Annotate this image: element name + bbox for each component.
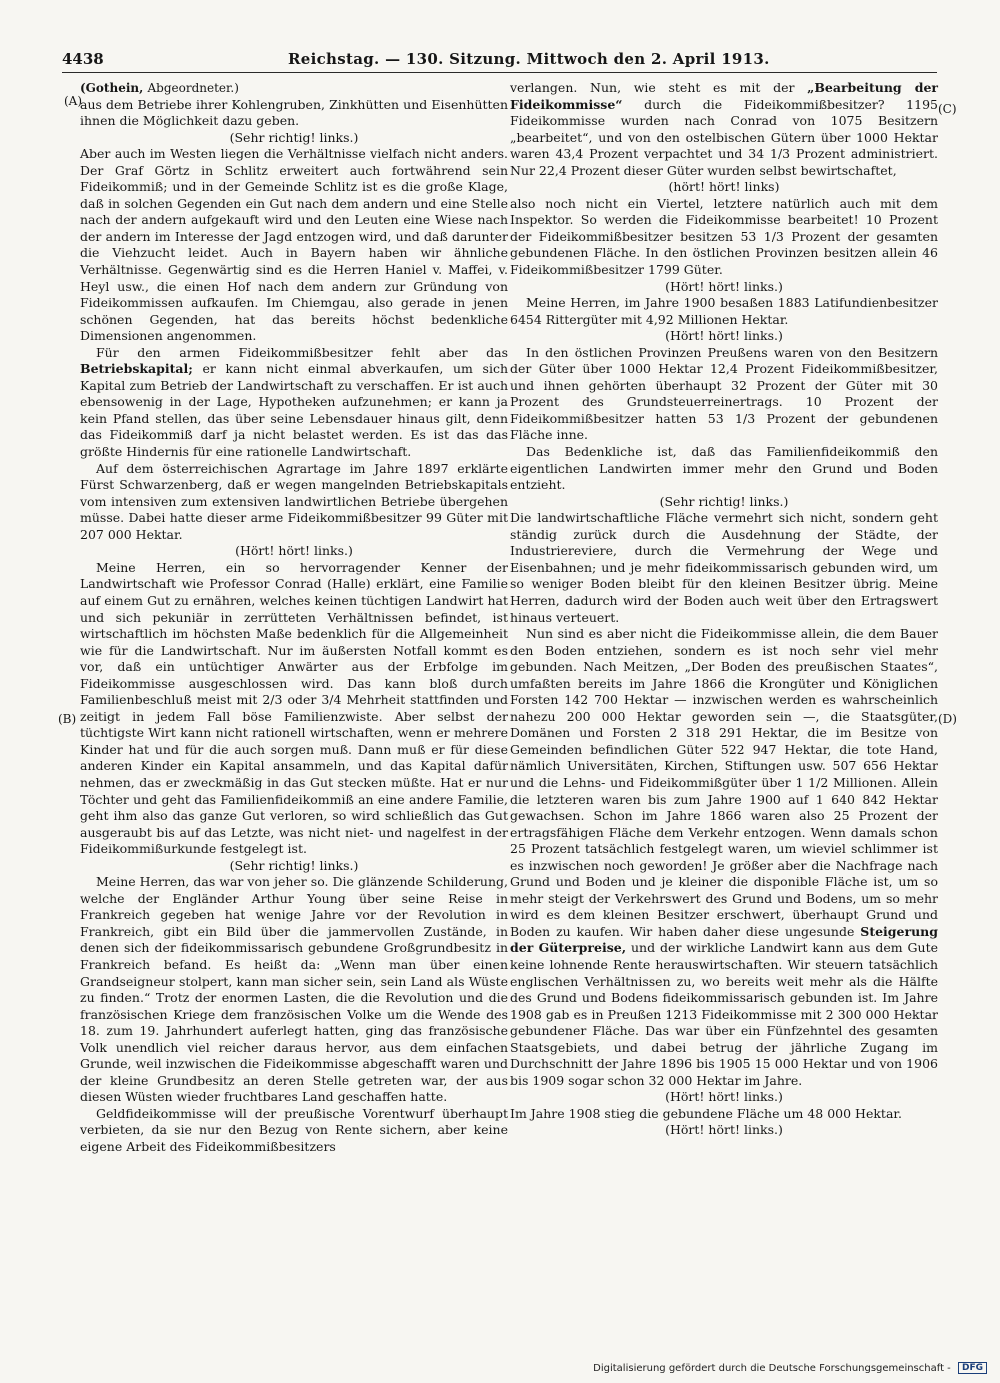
- paragraph: [510, 80, 938, 179]
- interjection: (Hört! hört! links.): [665, 278, 783, 294]
- margin-marker-b: (B): [58, 712, 77, 726]
- margin-marker-a: (A): [64, 94, 83, 108]
- page-header: [62, 48, 937, 73]
- interjection: (Sehr richtig! links.): [659, 493, 789, 509]
- emphasis: Betriebskapital;: [80, 361, 193, 377]
- paragraph: Meine Herren, das war von jeher so. Die glänzende Schilderung, welche der Engländer Arthur Young über seine Reise in Frankreich gegeben hat wenige Jahre vor der Revolution in Frankreich, gibt ein Bild über die jammervollen Zustände, in denen sich der fideikommissarisch gebundene Großgrundbesitz in Frankreich befand. Es heißt da: „Wenn man über einen Grandseigneur stolpert, kann man sicher sein, sein Land als Wüste zu finden.“ Trotz der enormen Lasten, die die Revolution und die französischen Kriege dem französischen Volke um die Wende des 18. zum 19. Jahrhundert auferlegt hatten, ging das französische Volk unendlich viel reicher daraus hervor, aus dem einfachen Grunde, weil inzwischen die Fideikommisse abgeschafft waren und der kleine Grundbesitz an deren Stelle getreten war, der aus diesen Wüsten wieder fruchtbares Land geschaffen hatte.: [80, 874, 508, 1105]
- emphasis: „Bearbeitung der Fideikommisse“: [510, 80, 938, 112]
- running-title: Reichstag. — 130. Sitzung. Mittwoch den 2. April 1913.: [288, 50, 770, 68]
- paragraph: also noch nicht ein Viertel, letztere natürlich auch mit dem Inspektor. So werden die Fideikommisse bearbeitet! 10 Prozent der Fideikommißbesitzer besitzen 53 1/3 Prozent der gesamten gebundenen Fläche. In den östlichen Provinzen besitzen allein 46 Fideikommißbesitzer 1799 Güter.: [510, 195, 938, 278]
- paragraph: Das Bedenkliche ist, daß das Familienfideikommiß den eigentlichen Landwirten immer mehr den Grund und Boden entzieht.: [510, 444, 938, 493]
- paragraph: Meine Herren, ein so hervorragender Kenner der Landwirtschaft wie Professor Conrad (Halle) erklärt, eine Familie auf einem Gut zu ernähren, welches keinen tüchtigen Landwirt hat und sich pekuniär in zerrütteten Verhältnissen befindet, ist wirtschaftlich im höchsten Maße bedenklich für die Allgemeinheit wie für die Landwirtschaft. Nur im äußersten Notfall kommt es vor, daß ein untüchtiger Anwärter aus der Erbfolge im Fideikommisse ausgeschlossen wird. Das kann bloß durch Familienbeschluß meist mit 2/3 oder 3/4 Mehrheit stattfinden und zeitigt in jedem Fall böse Familienzwiste. Aber selbst der tüchtigste Wirt kann nicht rationell wirtschaften, wenn er mehrere Kinder hat und für die auch sorgen muß. Dann muß er für diese anderen Kinder ein Kapital ansammeln, und das Kapital dafür nehmen, das er zweckmäßig in das Gut stecken müßte. Hat er nur Töchter und geht das Familienfideikommiß an eine andere Familie, geht ihm also das ganze Gut verloren, so wird schließlich das Gut ausgeraubt bis auf das Letzte, was nicht niet- und nagelfest in der Fideikommißurkunde festgelegt ist.: [80, 559, 508, 857]
- text-run: und der wirkliche Landwirt kann aus dem Gute keine lohnende Rente herauswirtschaften. Wir steuern tatsächlich englischen Verhältnissen zu, wo bereits weit mehr als die Hälfte des Grund und Bodens fideikommissarisch gebunden ist. Im Jahre 1908 gab es in Preußen 1213 Fideikommisse mit 2 300 000 Hektar gebundener Fläche. Das war über ein Fünfzehntel des gesamten Staatsgebiets, und dabei betrug der jährliche Zugang im Durchschnitt der Jahre 1896 bis 1905 15 000 Hektar und von 1906 bis 1909 sogar schon 32 000 Hektar im Jahre.: [510, 940, 938, 1088]
- margin-marker-d: (D): [938, 712, 957, 726]
- interjection: (hört! hört! links): [668, 179, 780, 195]
- paragraph: Meine Herren, im Jahre 1900 besaßen 1883 Latifundienbesitzer 6454 Rittergüter mit 4,92 Millionen Hektar.: [510, 295, 938, 327]
- interjection: (Hört! hört! links.): [235, 543, 353, 559]
- paragraph: Aber auch im Westen liegen die Verhältnisse vielfach nicht anders. Der Graf Görtz in Schlitz erweitert auch fortwährend sein Fideikommiß; und in der Gemeinde Schlitz ist es die große Klage, daß in solchen Gegenden ein Gut nach dem andern und eine Stelle nach der andern aufgekauft wird und den Leuten eine Wiese nach der andern im Interesse der Jagd entzogen wird, und daß darunter die Viehzucht leidet. Auch in Bayern haben wir ähnliche Verhältnisse. Gegenwärtig sind es die Herren Haniel v. Maffei, v. Heyl usw., die einen Hof nach dem andern zur Gründung von Fideikommissen aufkaufen. Im Chiemgau, also gerade in jenen schönen Gegenden, hat das bereits höchst bedenkliche Dimensionen angenommen.: [80, 146, 508, 344]
- speaker-name: (Gothein,: [80, 81, 144, 95]
- text-run: Nun sind es aber nicht die Fideikommisse allein, die dem Bauer den Boden entziehen, sondern es ist noch sehr viel mehr gebunden. Nach Meitzen, „Der Boden des preußischen Staates“, umfaßten bereits im Jahre 1866 die Krongüter und Königlichen Forsten 142 700 Hektar — inzwischen werden es wahrscheinlich nahezu 200 000 Hektar geworden sein —, die Staatsgüter, Domänen und Forsten 2 318 291 Hektar, die im Besitze von Gemeinden befindlichen Güter 522 947 Hektar, die tote Hand, nämlich Universitäten, Kirchen, Stiftungen usw. 507 656 Hektar und die Lehns- und Fideikommißgüter über 1 1/2 Millionen. Allein die letzteren waren bis zum Jahre 1900 auf 1 640 842 Hektar gewachsen. Schon im Jahre 1866 waren also 25 Prozent der ertragsfähigen Fläche dem Verkehr entzogen. Wenn damals schon 25 Prozent tatsächlich festgelegt waren, um wieviel schlimmer ist es inzwischen noch geworden! Je größer aber die Nachfrage nach Grund und Boden und je kleiner die disponible Fläche ist, um so mehr steigt der Verkehrswert des Grund und Bodens, um so mehr wird es dem kleinen Besitzer erschwert, überhaupt Grund und Boden zu kaufen. Wir haben daher diese ungesunde: [510, 626, 938, 939]
- paragraph: Im Jahre 1908 stieg die gebundene Fläche um 48 000 Hektar.: [510, 1105, 902, 1121]
- left-column: [80, 80, 508, 1156]
- text-run: durch die Fideikommißbesitzer? 1195 Fideikommisse wurden nach Conrad von 1075 Besitzern „bearbeitet“, und von den ostelbischen Gütern über 1000 Hektar waren 43,4 Prozent verpachtet und 34 1/3 Prozent administriert. Nur 22,4 Prozent dieser Güter wurden selbst bewirtschaftet,: [510, 96, 938, 178]
- paragraph: [80, 345, 508, 461]
- interjection: (Sehr richtig! links.): [229, 129, 359, 145]
- footer-text: Digitalisierung gefördert durch die Deutsche Forschungsgemeinschaft -: [593, 1363, 951, 1374]
- margin-marker-c: (C): [938, 102, 957, 116]
- interjection: (Hört! hört! links.): [665, 328, 783, 344]
- paragraph: Auf dem österreichischen Agrartage im Jahre 1897 erklärte Fürst Schwarzenberg, daß er wegen mangelnden Betriebskapitals vom intensiven zum extensiven landwirtlichen Betriebe übergehen müsse. Dabei hatte dieser arme Fideikommißbesitzer 99 Güter mit 207 000 Hektar.: [80, 460, 508, 542]
- paragraph: Die landwirtschaftliche Fläche vermehrt sich nicht, sondern geht ständig zurück durch die Ausdehnung der Städte, der Industriereviere, durch die Vermehrung der Wege und Eisenbahnen; und je mehr fideikommissarisch gebunden wird, um so weniger Boden bleibt für den kleinen Besitzer übrig. Meine Herren, dadurch wird der Boden auch weit über den Ertragswert hinaus verteuert.: [510, 510, 938, 625]
- right-column: [510, 80, 938, 1139]
- interjection: (Hört! hört! links.): [665, 1122, 783, 1138]
- text-run: er kann nicht einmal abverkaufen, um sich Kapital zum Betrieb der Landwirtschaft zu verschaffen. Er ist auch ebensowenig in der Lage, Hypotheken aufzunehmen; er kann ja kein Pfand stellen, das über seine Lebensdauer hinaus gilt, denn das Fideikommiß darf ja nicht belastet werden. Es ist das das größte Hindernis für eine rationelle Landwirtschaft.: [80, 361, 508, 460]
- text-run: Für den armen Fideikommißbesitzer fehlt aber das: [96, 344, 508, 360]
- interjection: (Hört! hört! links.): [665, 1089, 783, 1105]
- speaker-line: [80, 80, 508, 97]
- speaker-role: Abgeordneter.): [147, 81, 239, 95]
- dfg-logo: DFG: [958, 1362, 987, 1374]
- text-run: verlangen. Nun, wie steht es mit der: [510, 80, 795, 95]
- paragraph: In den östlichen Provinzen Preußens waren von den Besitzern der Güter über 1000 Hektar 12,4 Prozent Fideikommißbesitzer, und ihnen gehörten überhaupt 32 Prozent der Güter mit 30 Prozent des Grundsteuerreinertrags. 10 Prozent der Fideikommißbesitzer hatten 53 1/3 Prozent der gebundenen Fläche inne.: [510, 344, 938, 443]
- page-number: 4438: [62, 50, 104, 68]
- paragraph: Geldfideikommisse will der preußische Vorentwurf überhaupt verbieten, da sie nur den Bezug von Rente sichern, aber keine eigene Arbeit des Fideikommißbesitzers: [80, 1105, 508, 1154]
- paragraph: aus dem Betriebe ihrer Kohlengruben, Zinkhütten und Eisenhütten ihnen die Möglichkeit dazu geben.: [80, 96, 508, 129]
- paragraph: [510, 626, 938, 1089]
- interjection: (Sehr richtig! links.): [229, 857, 359, 873]
- digitization-footer: [587, 1362, 987, 1374]
- emphasis: Steigerung der Güterpreise,: [510, 923, 938, 956]
